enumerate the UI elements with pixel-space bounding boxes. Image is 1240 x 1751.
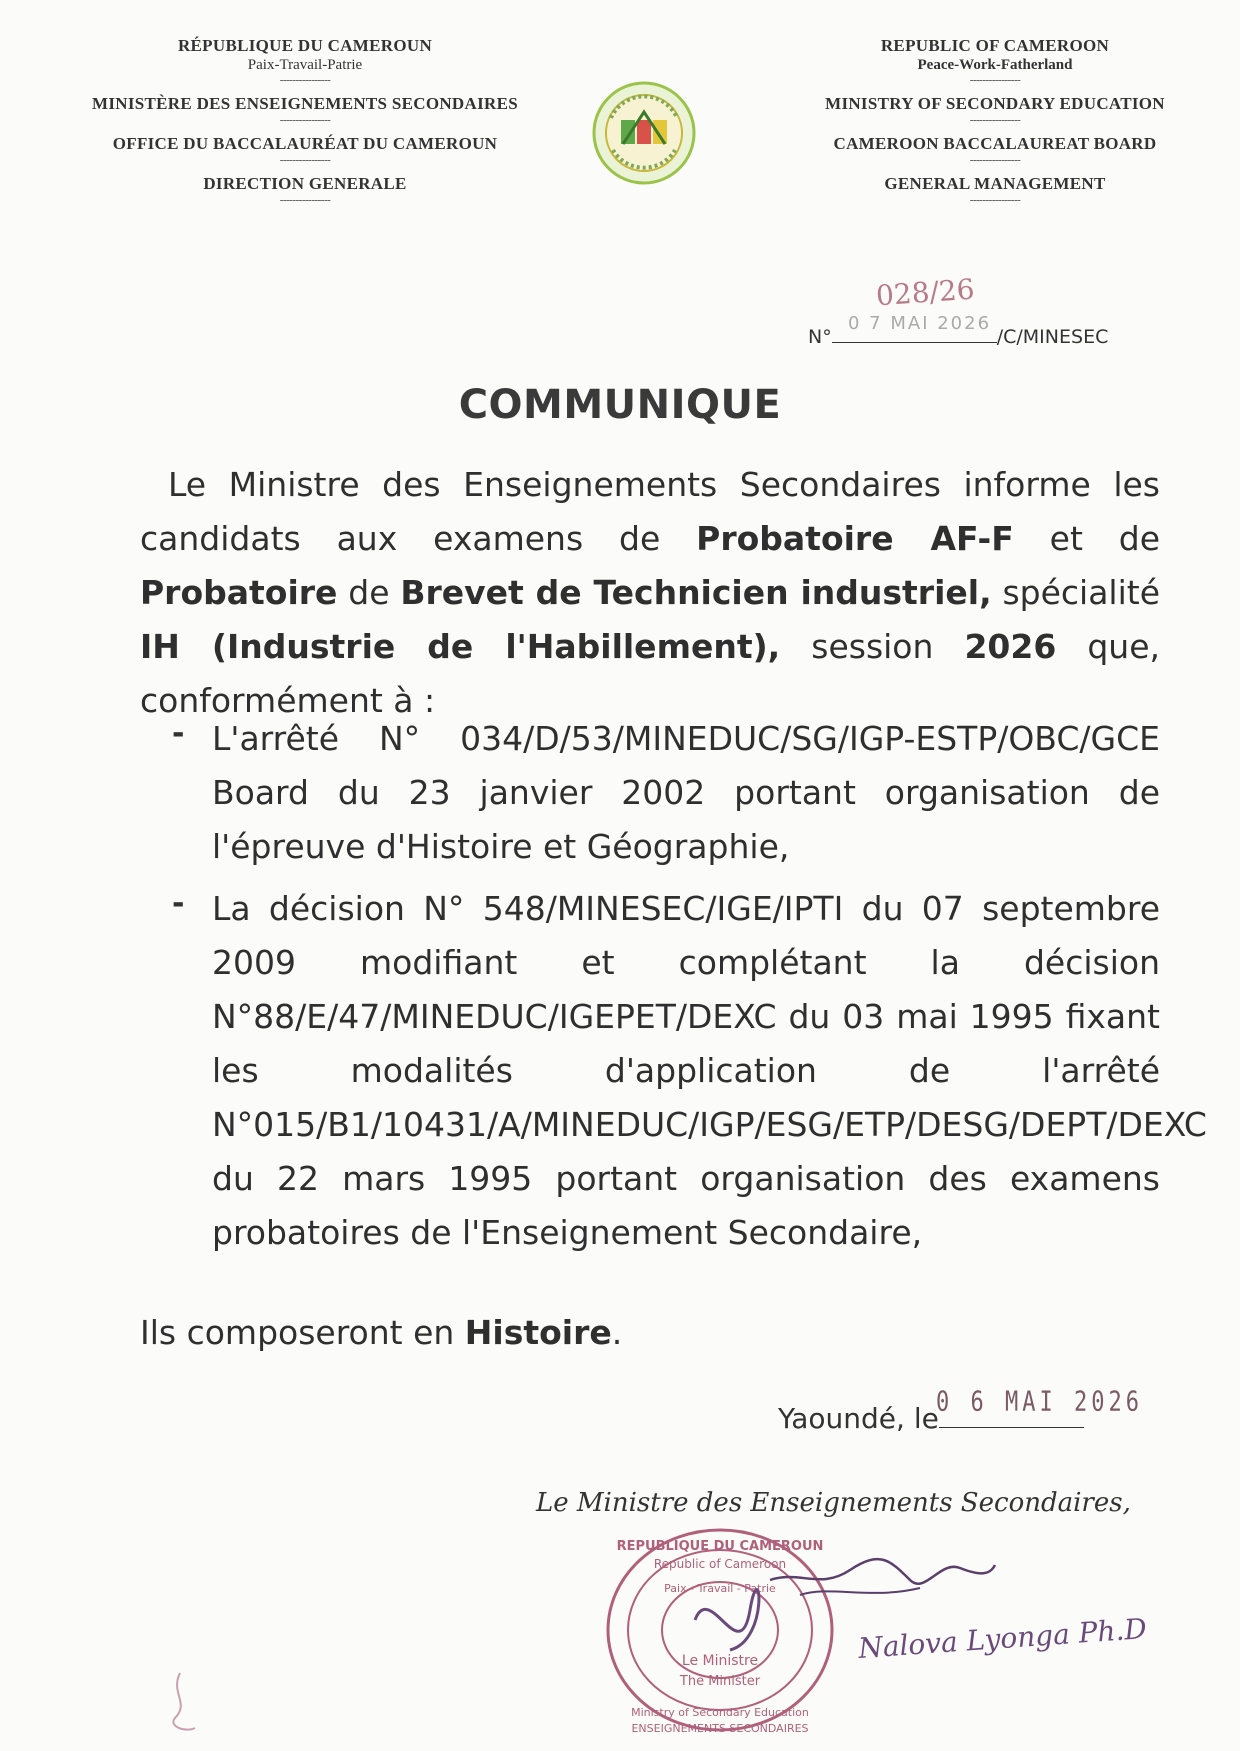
intro-paragraph: [140, 458, 1160, 728]
place-label: Yaoundé, le: [778, 1402, 939, 1435]
svg-text:Paix - Travail - Patrie: Paix - Travail - Patrie: [664, 1582, 776, 1595]
header-right-separator-1: ----------------: [969, 74, 1021, 86]
intro-bold-5: 2026: [964, 627, 1057, 666]
header-left-direction: DIRECTION GENERALE: [203, 174, 407, 193]
header-right-motto: Peace-Work-Fatherland: [917, 57, 1073, 73]
header-right-separator-3: ----------------: [969, 154, 1021, 166]
intro-bold-3: Brevet de Technicien industriel,: [400, 573, 992, 612]
svg-text:ENSEIGNEMENTS SECONDAIRES: ENSEIGNEMENTS SECONDAIRES: [631, 1722, 809, 1735]
intro-text-5: session: [780, 627, 965, 666]
header-left-ministry: MINISTÈRE DES ENSEIGNEMENTS SECONDAIRES: [92, 94, 518, 113]
conclusion-text-2: .: [611, 1313, 623, 1352]
office-du-baccalaureat-logo: [589, 78, 699, 188]
intro-text-1: Le Ministre des Enseignements Secondaires informe les candidats aux examens de: [140, 465, 1160, 558]
header-left-separator-2: ----------------: [279, 114, 331, 126]
header-right-country: REPUBLIC OF CAMEROON: [880, 36, 1110, 55]
svg-text:REPUBLIQUE DU CAMEROUN: REPUBLIQUE DU CAMEROUN: [616, 1539, 824, 1554]
list-bullet-1: -: [172, 716, 185, 751]
signatory-name: Nalova Lyonga Ph.D: [857, 1611, 1148, 1666]
conclusion: [140, 1313, 622, 1352]
svg-text:The Minister: The Minister: [679, 1674, 761, 1689]
reference-date-stamp: 0 7 MAI 2026: [848, 313, 992, 334]
header-right-direction: GENERAL MANAGEMENT: [884, 174, 1106, 193]
header-right-separator-4: ----------------: [969, 194, 1021, 206]
header-left-separator-4: ----------------: [279, 194, 331, 206]
date-blank: [939, 1405, 1084, 1428]
intro-text-6: que, conformément à :: [140, 627, 1160, 720]
header-left-motto: Paix-Travail-Patrie: [247, 57, 363, 73]
intro-bold-2: Probatoire: [140, 573, 338, 612]
header-left-separator-1: ----------------: [279, 74, 331, 86]
intro-text-2: et de: [1013, 519, 1161, 558]
header-left-office: OFFICE DU BACCALAURÉAT DU CAMEROUN: [112, 134, 498, 153]
intro-text-4: spécialité: [991, 573, 1160, 612]
intro-bold-4: IH (Industrie de l'Habillement),: [140, 627, 781, 666]
svg-text:Republic of Cameroon: Republic of Cameroon: [653, 1557, 787, 1571]
place-date-line: [778, 1402, 1084, 1435]
reference-handwritten-number: 028/26: [874, 272, 976, 313]
conclusion-text-1: Ils composeront en: [140, 1313, 465, 1352]
reference-line: [808, 326, 1108, 348]
header-right-separator-2: ----------------: [969, 114, 1021, 126]
header-right: [800, 36, 1190, 214]
header-right-ministry: MINISTRY OF SECONDARY EDUCATION: [825, 94, 1165, 113]
header-left: [60, 36, 550, 214]
svg-text:Ministry of Secondary Educatio: Ministry of Secondary Education: [631, 1706, 809, 1719]
header-left-separator-3: ----------------: [279, 154, 331, 166]
reference-prefix: N°: [808, 326, 832, 348]
header-right-office: CAMEROON BACCALAUREAT BOARD: [833, 134, 1157, 153]
reference-blank: [832, 326, 997, 343]
margin-pencil-mark: [160, 1668, 210, 1738]
header-left-country: RÉPUBLIQUE DU CAMEROUN: [177, 36, 433, 55]
conclusion-bold: Histoire: [464, 1313, 612, 1352]
svg-text:Le Ministre: Le Ministre: [681, 1653, 759, 1669]
date-stamp: 0 6 MAI 2026: [936, 1386, 1143, 1419]
intro-text-3: de: [337, 573, 401, 612]
reference-suffix: /C/MINESEC: [996, 326, 1109, 348]
page-title: COMMUNIQUE: [458, 382, 782, 428]
list-item-2: La décision N° 548/MINESEC/IGE/IPTI du 07 septembre 2009 modifiant et complétant la décision N°88/E/47/MINEDUC/IGEPET/DEXC du 03 mai 1995 fixant les modalités d'application de l'arrêté N°015/B1/10431/A/MINEDUC/IGP/ESG/ETP/DESG/DEPT/DEXC du 22 mars 1995 portant organisation des examens probatoires de l'Enseignement Secondaire,: [212, 889, 1207, 1252]
list-item-1: L'arrêté N° 034/D/53/MINEDUC/SG/IGP-ESTP/OBC/GCE Board du 23 janvier 2002 portant organisation de l'épreuve d'Histoire et Géographie,: [212, 719, 1160, 866]
intro-bold-1: Probatoire AF-F: [696, 519, 1014, 558]
list-bullet-2: -: [172, 886, 185, 921]
signatory-title: Le Ministre des Enseignements Secondaires,: [536, 1488, 1131, 1518]
